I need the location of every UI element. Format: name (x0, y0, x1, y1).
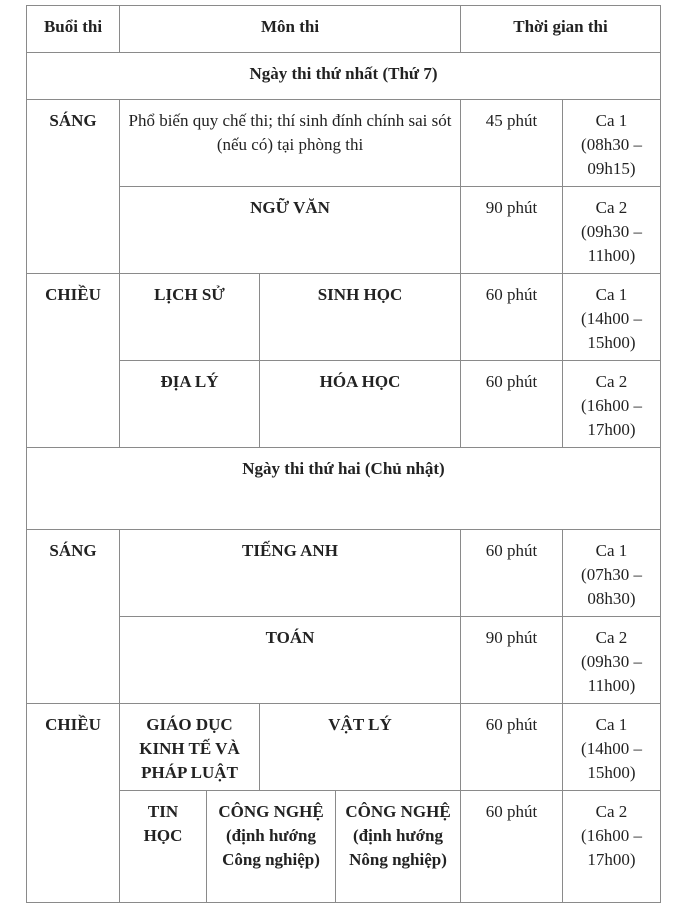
day2-r3-duration: 60 phút (460, 703, 563, 791)
day2-r1-shift-cell (562, 529, 661, 617)
day2-morning-label: SÁNG (26, 529, 120, 704)
day2-r4-subject-b: CÔNG NGHỆ (định hướng Công nghiệp) (206, 790, 336, 903)
day2-r1-time: (07h30 – 08h30) (581, 565, 642, 608)
day1-r3-subject-b: SINH HỌC (259, 273, 461, 361)
day2-afternoon-label: CHIỀU (26, 703, 120, 903)
day1-r4-shift: Ca 2 (595, 372, 628, 391)
day2-r3-subject-b: VẬT LÝ (259, 703, 461, 791)
day2-r4-shift: Ca 2 (595, 802, 628, 821)
day2-r1-duration: 60 phút (460, 529, 563, 617)
header-time: Thời gian thi (460, 5, 661, 53)
day1-r1-shift: Ca 1 (595, 111, 628, 130)
day1-r1-duration: 45 phút (460, 99, 563, 187)
day1-r2-duration: 90 phút (460, 186, 563, 274)
day1-r4-subject-a: ĐỊA LÝ (119, 360, 260, 448)
day1-r1-subject: Phổ biến quy chế thi; thí sinh đính chính sai sót (nếu có) tại phòng thi (119, 99, 461, 187)
day1-r4-duration: 60 phút (460, 360, 563, 448)
day2-r1-subject: TIẾNG ANH (119, 529, 461, 617)
day1-afternoon-label: CHIỀU (26, 273, 120, 448)
header-subject: Môn thi (119, 5, 461, 53)
day2-r4-shift-cell (562, 790, 661, 903)
day1-title: Ngày thi thứ nhất (Thứ 7) (26, 52, 661, 100)
day1-morning-label: SÁNG (26, 99, 120, 274)
day1-r3-shift: Ca 1 (595, 285, 628, 304)
day2-r3-shift-cell (562, 703, 661, 791)
day1-r2-shift-cell (562, 186, 661, 274)
day1-r2-shift: Ca 2 (595, 198, 628, 217)
day2-r4-time: (16h00 – 17h00) (581, 826, 642, 869)
exam-schedule-table (27, 6, 661, 904)
day1-r2-subject: NGỮ VĂN (119, 186, 461, 274)
day1-r1-time: (08h30 – 09h15) (581, 135, 642, 178)
day2-r2-time: (09h30 – 11h00) (581, 652, 642, 695)
day2-r2-duration: 90 phút (460, 616, 563, 704)
day2-r3-shift: Ca 1 (595, 715, 628, 734)
day2-r4-duration: 60 phút (460, 790, 563, 903)
day2-title: Ngày thi thứ hai (Chủ nhật) (26, 447, 661, 530)
day1-r1-shift-cell (562, 99, 661, 187)
day2-r2-shift-cell (562, 616, 661, 704)
day1-r4-time: (16h00 – 17h00) (581, 396, 642, 439)
day1-r3-duration: 60 phút (460, 273, 563, 361)
day2-r2-shift: Ca 2 (595, 628, 628, 647)
day2-r3-time: (14h00 – 15h00) (581, 739, 642, 782)
day2-r2-subject: TOÁN (119, 616, 461, 704)
day1-r3-time: (14h00 – 15h00) (581, 309, 642, 352)
day2-r4-subject-c: CÔNG NGHỆ (định hướng Nông nghiệp) (335, 790, 461, 903)
day1-r3-shift-cell (562, 273, 661, 361)
day1-r2-time: (09h30 – 11h00) (581, 222, 642, 265)
day1-r3-subject-a: LỊCH SỬ (119, 273, 260, 361)
header-session: Buổi thi (26, 5, 120, 53)
day2-r4-subject-a: TIN HỌC (119, 790, 207, 903)
day2-r1-shift: Ca 1 (595, 541, 628, 560)
day1-r4-subject-b: HÓA HỌC (259, 360, 461, 448)
day1-r4-shift-cell (562, 360, 661, 448)
day2-r3-subject-a: GIÁO DỤC KINH TẾ VÀ PHÁP LUẬT (119, 703, 260, 791)
